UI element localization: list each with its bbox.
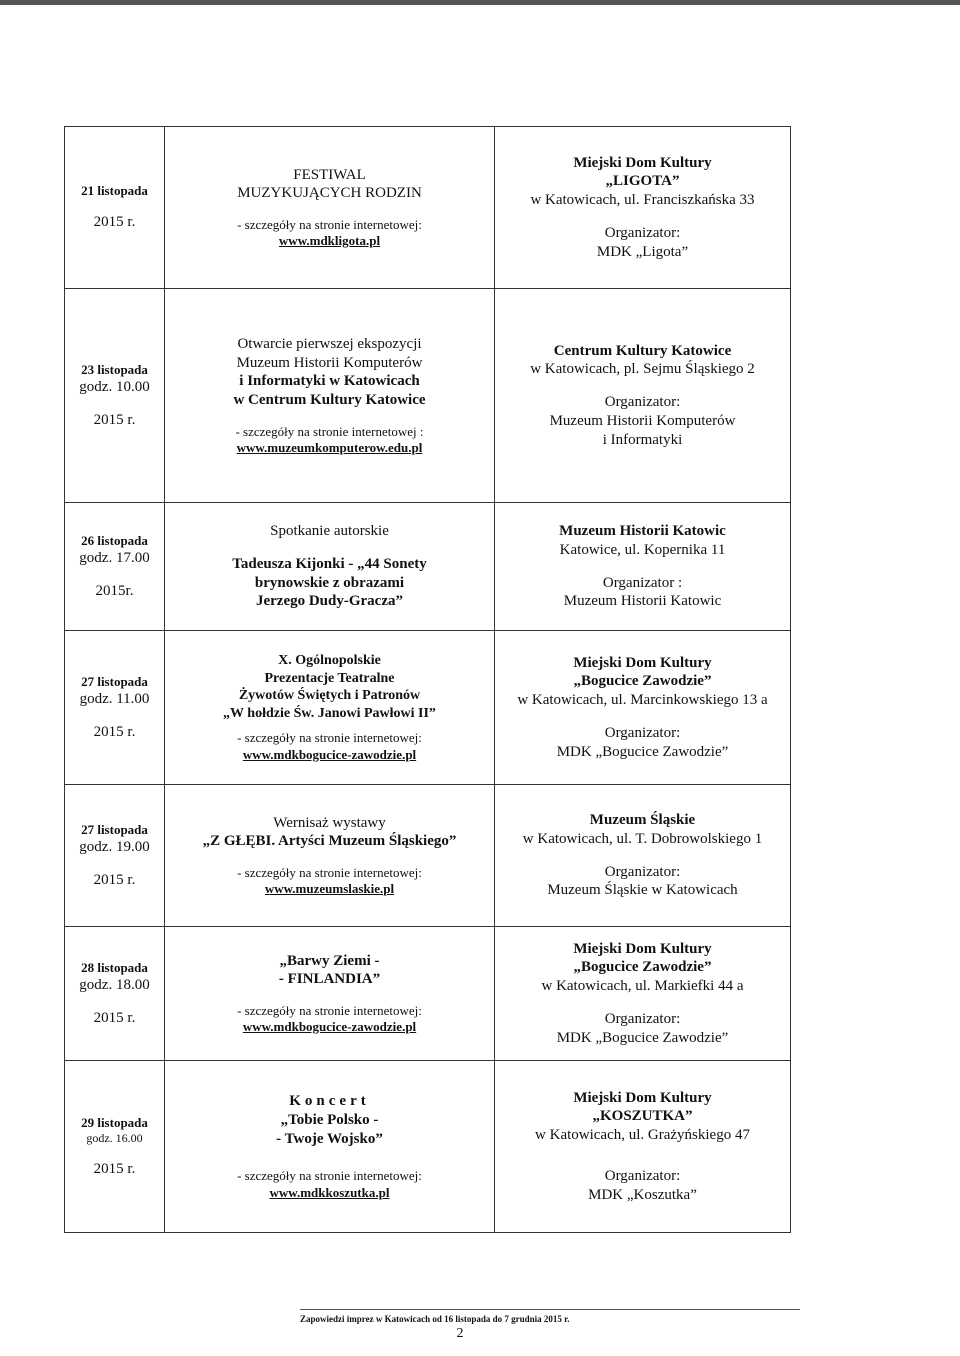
organizer-label: Organizator:: [604, 394, 681, 411]
event-note: - szczegóły na stronie internetowej:: [237, 1168, 422, 1184]
organizer-label: Organizator:: [604, 724, 681, 741]
organizer-name: Muzeum Historii Komputerów: [549, 412, 736, 429]
event-title: FESTIWAL: [293, 166, 366, 183]
event-title: Jerzego Dudy-Gracza”: [255, 593, 404, 610]
event-day: 26 listopada: [81, 532, 148, 548]
event-year: 2015 r.: [93, 871, 136, 888]
event-title: Żywotów Świętych i Patronów: [238, 688, 421, 704]
table-row: [65, 785, 791, 927]
event-title: MUZYKUJĄCYCH RODZIN: [237, 185, 422, 202]
event-year: 2015 r.: [93, 214, 136, 231]
event-time: godz. 10.00: [79, 378, 150, 395]
event-day: 27 listopada: [81, 821, 148, 837]
venue-address: w Katowicach, ul. Marcinkowskiego 13 a: [517, 692, 768, 709]
event-year: 2015 r.: [93, 723, 136, 740]
event-title: X. Ogólnopolskie: [278, 653, 381, 669]
organizer-label: Organizator:: [604, 863, 681, 880]
table-row: [65, 503, 791, 631]
date-cell: [65, 289, 165, 503]
event-cell: [165, 289, 495, 503]
page-number: 2: [456, 1326, 464, 1341]
date-cell: [65, 631, 165, 785]
venue-name: Miejski Dom Kultury: [573, 154, 712, 171]
organizer-name: MDK „Bogucice Zawodzie”: [556, 1029, 729, 1046]
organizer-label: Organizator:: [604, 1010, 681, 1027]
event-title: Otwarcie pierwszej ekspozycji: [237, 335, 422, 352]
event-title: i Informatyki w Katowicach: [239, 373, 420, 390]
place-cell: [495, 631, 791, 785]
table-row: [65, 631, 791, 785]
place-cell: [495, 785, 791, 927]
organizer-name: MDK „Koszutka”: [588, 1186, 697, 1203]
venue-name: „Bogucice Zawodzie”: [573, 959, 712, 976]
event-link[interactable]: www.mdkbogucice-zawodzie.pl: [242, 1019, 417, 1035]
organizer-name: Muzeum Historii Katowic: [563, 593, 722, 610]
venue-name: Muzeum Historii Katowic: [559, 523, 726, 539]
event-title: brynowskie z obrazami: [254, 574, 405, 591]
event-year: 2015r.: [95, 582, 134, 599]
event-note: - szczegóły na stronie internetowej:: [237, 1003, 422, 1018]
event-note: - szczegóły na stronie internetowej:: [237, 217, 422, 232]
venue-address: Katowice, ul. Kopernika 11: [559, 541, 726, 558]
event-day: 23 listopada: [81, 361, 148, 377]
date-cell: [65, 785, 165, 927]
date-cell: [65, 127, 165, 289]
table-row: [65, 927, 791, 1061]
event-link[interactable]: www.mdkkoszutka.pl: [269, 1184, 390, 1200]
event-cell: [165, 127, 495, 289]
venue-name: „Bogucice Zawodzie”: [573, 673, 712, 690]
event-note: - szczegóły na stronie internetowej :: [235, 423, 424, 439]
event-link[interactable]: www.mdkbogucice-zawodzie.pl: [242, 746, 417, 762]
venue-name: „LIGOTA”: [605, 173, 680, 190]
event-time: godz. 11.00: [79, 690, 150, 707]
event-year: 2015 r.: [93, 411, 136, 428]
event-title: - Twoje Wojsko”: [276, 1130, 383, 1147]
event-year: 2015 r.: [93, 1009, 136, 1026]
event-title: „Z GŁĘBI. Artyści Muzeum Śląskiego”: [202, 833, 457, 850]
place-cell: [495, 289, 791, 503]
organizer-label: Organizator:: [604, 224, 681, 241]
venue-name: Miejski Dom Kultury: [573, 1089, 712, 1106]
venue-name: Miejski Dom Kultury: [573, 940, 712, 957]
event-year: 2015 r.: [93, 1160, 136, 1177]
event-day: 28 listopada: [81, 959, 148, 975]
place-cell: [495, 1061, 791, 1233]
venue-address: w Katowicach, ul. Franciszkańska 33: [530, 192, 755, 209]
event-note: - szczegóły na stronie internetowej:: [237, 730, 422, 746]
event-link[interactable]: www.mdkligota.pl: [278, 233, 381, 249]
date-cell: [65, 927, 165, 1061]
table-row: [65, 1061, 791, 1233]
event-title: w Centrum Kultury Katowice: [233, 392, 426, 408]
place-cell: [495, 127, 791, 289]
event-intro: Wernisaż wystawy: [273, 814, 386, 831]
event-cell: [165, 1061, 495, 1233]
event-time: godz. 19.00: [79, 838, 150, 855]
venue-name: Muzeum Śląskie: [589, 812, 696, 828]
event-intro: Spotkanie autorskie: [270, 523, 389, 539]
event-title: „Tobie Polsko -: [280, 1111, 379, 1128]
event-note: - szczegóły na stronie internetowej:: [237, 865, 422, 880]
organizer-name: MDK „Ligota”: [596, 243, 689, 260]
event-title: Koncert: [289, 1093, 370, 1110]
venue-address: w Katowicach, ul. T. Dobrowolskiego 1: [522, 830, 763, 847]
organizer-label: Organizator :: [602, 574, 683, 591]
event-title: Tadeusza Kijonki - „44 Sonety: [232, 555, 427, 572]
venue-name: Centrum Kultury Katowice: [553, 342, 732, 359]
events-table: [64, 126, 791, 1233]
place-cell: [495, 503, 791, 631]
event-time: godz. 17.00: [79, 549, 150, 566]
venue-name: Miejski Dom Kultury: [573, 654, 712, 671]
date-cell: [65, 503, 165, 631]
venue-address: w Katowicach, pl. Sejmu Śląskiego 2: [530, 361, 755, 378]
event-cell: [165, 785, 495, 927]
place-cell: [495, 927, 791, 1061]
organizer-name: i Informatyki: [602, 431, 683, 448]
event-cell: [165, 503, 495, 631]
event-title: „Barwy Ziemi -: [279, 952, 380, 969]
table-row: [65, 289, 791, 503]
page-footer: Zapowiedzi imprez w Katowicach od 16 listopada do 7 grudnia 2015 r.: [300, 1309, 800, 1324]
event-cell: [165, 927, 495, 1061]
event-cell: [165, 631, 495, 785]
organizer-name: MDK „Bogucice Zawodzie”: [556, 743, 729, 760]
event-time: godz. 16.00: [86, 1130, 143, 1145]
event-day: 21 listopada: [81, 183, 148, 198]
event-title: Prezentacje Teatralne: [264, 670, 395, 686]
top-scan-edge: [0, 0, 960, 5]
venue-address: w Katowicach, ul. Grażyńskiego 47: [535, 1127, 750, 1144]
venue-address: w Katowicach, ul. Markiefki 44 a: [541, 978, 744, 995]
date-cell: [65, 1061, 165, 1233]
venue-name: „KOSZUTKA”: [592, 1108, 693, 1125]
event-time: godz. 18.00: [79, 976, 150, 993]
organizer-label: Organizator:: [604, 1167, 681, 1184]
event-title: - FINLANDIA”: [278, 971, 381, 988]
event-link[interactable]: www.muzeumslaskie.pl: [264, 881, 395, 897]
event-day: 27 listopada: [81, 673, 148, 689]
event-link[interactable]: www.muzeumkomputerow.edu.pl: [236, 440, 423, 455]
event-title: Muzeum Historii Komputerów: [236, 354, 423, 371]
event-title: „W hołdzie Św. Janowi Pawłowi II”: [223, 705, 436, 721]
event-day: 29 listopada: [81, 1114, 148, 1130]
organizer-name: Muzeum Śląskie w Katowicach: [547, 882, 738, 899]
table-row: [65, 127, 791, 289]
